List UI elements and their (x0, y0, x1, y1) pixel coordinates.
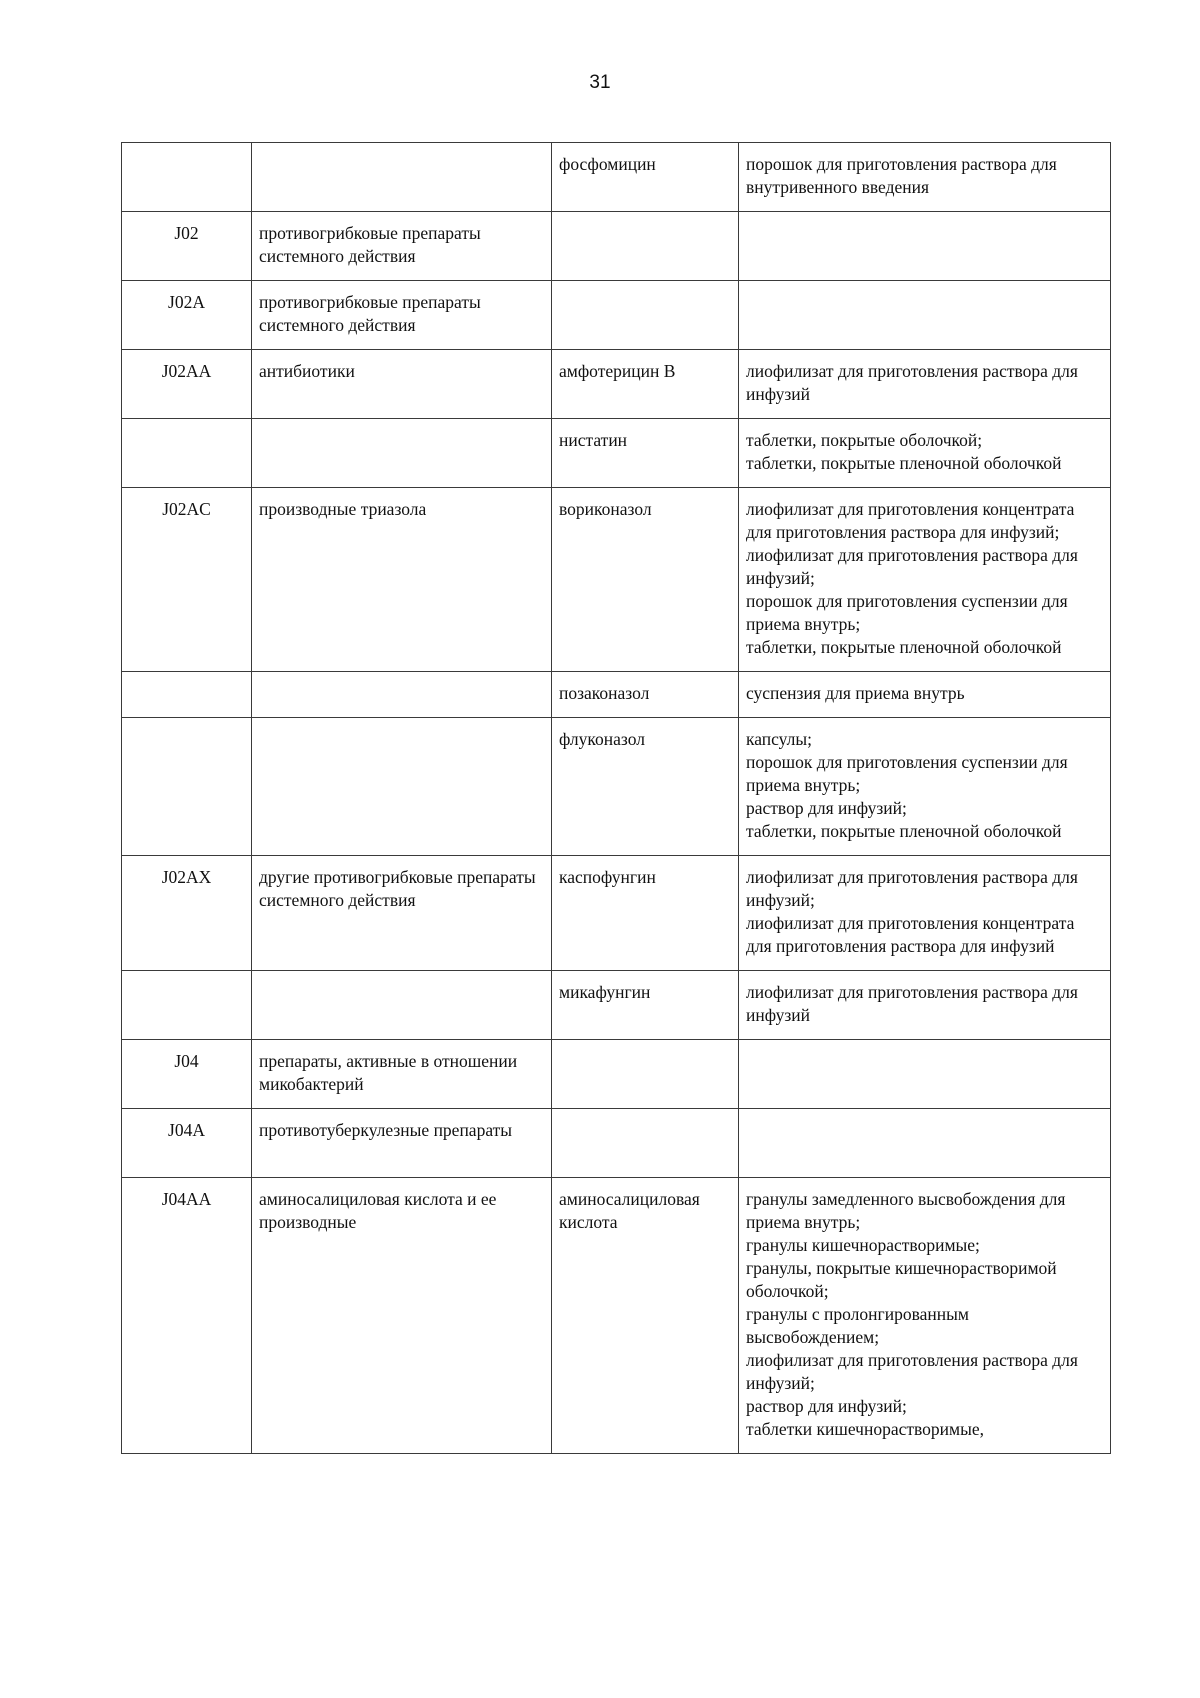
dosage-form-cell (739, 350, 1111, 419)
dosage-form-line: раствор для инфузий; (746, 798, 907, 818)
group-cell (252, 419, 552, 488)
dosage-form-line: лиофилизат для приготовления раствора для инфузий; (746, 545, 1078, 588)
dosage-form-line: капсулы; (746, 729, 813, 749)
atc-code-cell: J04 (122, 1040, 252, 1109)
dosage-form-cell (739, 281, 1111, 350)
dosage-form-line: таблетки, покрытые пленочной оболочкой (746, 821, 1062, 841)
drug-cell (552, 281, 739, 350)
atc-code-cell: J02AC (122, 488, 252, 672)
dosage-form-line: суспензия для приема внутрь (746, 683, 965, 703)
group-cell (252, 971, 552, 1040)
dosage-form-line: таблетки кишечнорастворимые, (746, 1419, 984, 1439)
group-cell: противогрибковые препараты системного действия (252, 212, 552, 281)
atc-code-cell (122, 718, 252, 856)
dosage-form-line: лиофилизат для приготовления раствора для инфузий; (746, 867, 1078, 910)
dosage-form-cell (739, 1109, 1111, 1178)
drug-cell: нистатин (552, 419, 739, 488)
dosage-form-line: гранулы кишечнорастворимые; (746, 1235, 980, 1255)
atc-code-cell: J02AX (122, 856, 252, 971)
dosage-form-cell (739, 143, 1111, 212)
drug-cell (552, 1040, 739, 1109)
drug-cell: вориконазол (552, 488, 739, 672)
dosage-form-line: порошок для приготовления суспензии для приема внутрь; (746, 752, 1068, 795)
group-cell: аминосалициловая кислота и ее производные (252, 1178, 552, 1454)
drug-cell: флуконазол (552, 718, 739, 856)
table-row (122, 1040, 1111, 1109)
drug-table (121, 142, 1111, 1454)
table-row (122, 971, 1111, 1040)
dosage-form-cell (739, 419, 1111, 488)
dosage-form-line: гранулы, покрытые кишечнорастворимой оболочкой; (746, 1258, 1057, 1301)
group-cell (252, 143, 552, 212)
group-cell: другие противогрибковые препараты системного действия (252, 856, 552, 971)
table-row (122, 419, 1111, 488)
drug-cell: микафунгин (552, 971, 739, 1040)
dosage-form-line: лиофилизат для приготовления раствора для инфузий; (746, 1350, 1078, 1393)
dosage-form-line: лиофилизат для приготовления концентрата для приготовления раствора для инфузий (746, 913, 1075, 956)
atc-code-cell: J04AA (122, 1178, 252, 1454)
dosage-form-line: гранулы замедленного высвобождения для приема внутрь; (746, 1189, 1066, 1232)
dosage-form-cell (739, 212, 1111, 281)
atc-code-cell (122, 143, 252, 212)
table-row (122, 143, 1111, 212)
atc-code-cell: J02AA (122, 350, 252, 419)
dosage-form-line: порошок для приготовления суспензии для приема внутрь; (746, 591, 1068, 634)
table-body (122, 143, 1111, 1454)
atc-code-cell (122, 672, 252, 718)
table-row (122, 281, 1111, 350)
page-number: 31 (589, 72, 611, 93)
atc-code-cell (122, 971, 252, 1040)
atc-code-cell: J04A (122, 1109, 252, 1178)
table-row (122, 856, 1111, 971)
dosage-form-cell (739, 1040, 1111, 1109)
table-row (122, 212, 1111, 281)
dosage-form-line: таблетки, покрытые оболочкой; (746, 430, 983, 450)
table-row (122, 350, 1111, 419)
table-row (122, 1178, 1111, 1454)
drug-cell: фосфомицин (552, 143, 739, 212)
drug-cell (552, 212, 739, 281)
group-cell: препараты, активные в отношении микобактерий (252, 1040, 552, 1109)
dosage-form-cell (739, 488, 1111, 672)
dosage-form-line: лиофилизат для приготовления концентрата для приготовления раствора для инфузий; (746, 499, 1075, 542)
group-cell: производные триазола (252, 488, 552, 672)
group-cell: антибиотики (252, 350, 552, 419)
group-cell: противогрибковые препараты системного действия (252, 281, 552, 350)
group-cell (252, 718, 552, 856)
drug-cell: аминосалициловая кислота (552, 1178, 739, 1454)
drug-cell: позаконазол (552, 672, 739, 718)
drug-cell (552, 1109, 739, 1178)
dosage-form-line: порошок для приготовления раствора для внутривенного введения (746, 154, 1057, 197)
table-row (122, 672, 1111, 718)
table-row (122, 718, 1111, 856)
dosage-form-cell (739, 672, 1111, 718)
dosage-form-cell (739, 1178, 1111, 1454)
dosage-form-line: лиофилизат для приготовления раствора для инфузий (746, 361, 1078, 404)
dosage-form-line: гранулы с пролонгированным высвобождением; (746, 1304, 969, 1347)
dosage-form-cell (739, 718, 1111, 856)
dosage-form-line: таблетки, покрытые пленочной оболочкой (746, 637, 1062, 657)
group-cell: противотуберкулезные препараты (252, 1109, 552, 1178)
drug-cell: каспофунгин (552, 856, 739, 971)
dosage-form-cell (739, 971, 1111, 1040)
drug-cell: амфотерицин B (552, 350, 739, 419)
dosage-form-line: лиофилизат для приготовления раствора для инфузий (746, 982, 1078, 1025)
atc-code-cell (122, 419, 252, 488)
table-row (122, 1109, 1111, 1178)
atc-code-cell: J02 (122, 212, 252, 281)
dosage-form-line: раствор для инфузий; (746, 1396, 907, 1416)
dosage-form-line: таблетки, покрытые пленочной оболочкой (746, 453, 1062, 473)
dosage-form-cell (739, 856, 1111, 971)
group-cell (252, 672, 552, 718)
atc-code-cell: J02A (122, 281, 252, 350)
table-row (122, 488, 1111, 672)
